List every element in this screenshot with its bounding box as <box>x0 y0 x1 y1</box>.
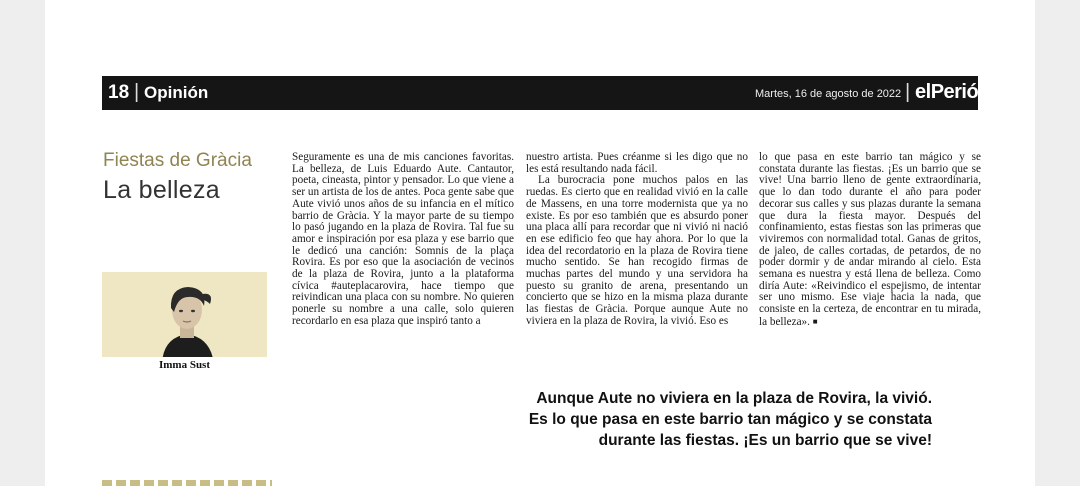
publication-date: Martes, 16 de agosto de 2022 <box>755 88 902 100</box>
end-mark-icon: ■ <box>812 316 818 326</box>
author-photo <box>102 272 267 357</box>
page-header-bar <box>102 76 1018 110</box>
pull-quote-line: Aunque Aute no viviera en la plaza de Rovira, la vivió. <box>536 390 932 407</box>
pull-quote <box>462 388 932 451</box>
article-column-1 <box>292 152 514 328</box>
header-separator-2: | <box>905 81 911 103</box>
author-name: Imma Sust <box>158 359 211 371</box>
paragraph-text: lo que pasa en este barrio tan mágico y se constata durante las fiestas. ¡Es un barrio que se vive! Una barrio lleno de gente extraordinaria, que lo dan todo durante el año para poder decorar sus calles y sus plazas durante la semana que dura la fiesta mayor. Después del confinamiento, estas fiestas son las primeras que viviremos con normalidad total. Ganas de gritos, de jaleo, de calles cortadas, de petardos, de no poder dormir y de andar mirando al cielo. Esta semana es nuestra y está llena de belleza. Como diría Aute: «Reivindico el espejismo, de intentar ser uno mismo. Ese viaje hacia la nada, que consiste en la certeza, de encontrar en tu mirada, la belleza». <box>759 151 981 328</box>
section-name: Opinión <box>144 83 209 102</box>
next-article-kicker-fragment <box>102 480 272 486</box>
article-kicker: Fiestas de Gràcia <box>103 150 252 171</box>
paragraph <box>759 152 981 329</box>
paragraph: Seguramente es una de mis canciones favoritas. La belleza, de Luis Eduardo Aute. Cantautor, poeta, cineasta, pintor y pensador. Lo que viene a ser un artista de los de antes. Poca gente sabe que Aute vivió unos años de su infancia en el mítico barrio de Gràcia. Y la mayor parte de su tiempo lo pasó jugando en la plaza de Rovira. Tal fue su amor e inspiración por esa plaza y ese barrio que le dedicó una canción: Somnis de la plaça Rovira. Es por eso que la asociación de vecinos de la plaza de Rovira, junto a la plataforma cívica #auteplacarovira, hace tiempo que reivindican una placa con su nombre. No quieren ponerle su nombre a una calle, solo quieren recordarlo en esa plaza que inspiró tanto a <box>292 151 514 327</box>
header-separator: | <box>134 81 140 103</box>
logo-name: Periódico <box>930 81 1018 103</box>
pull-quote-line: durante las fiestas. ¡Es un barrio que se vive! <box>598 432 932 449</box>
paragraph: La burocracia pone muchos palos en las ruedas. Es cierto que en realidad vivió en la calle de Massens, en una torre modernista que ya no existe. Es por eso también que es absurdo poner una placa allí para recordar que ni vivió ni nació en ese edificio feo que hay ahora. Por lo que la idea del recordatorio en la plaza de Rovira tiene mucho sentido. Se han recogido firmas de muchas partes del mundo y una servidora ha puesto su granito de arena, presentando un concierto que se hizo en la misma plaza durante las fiestas de Gràcia. Porque aunque Aute no viviera en la plaza de Rovira, la vivió. Eso es <box>526 174 748 327</box>
logo-prefix: el <box>915 81 931 103</box>
newspaper-logo <box>915 81 1017 104</box>
paragraph: nuestro artista. Pues créanme si les digo que no les está resultando nada fácil. <box>526 151 748 175</box>
article-headline: La belleza <box>103 176 220 204</box>
pull-quote-line: Es lo que pasa en este barrio tan mágico y se constata <box>528 411 932 428</box>
newspaper-page <box>45 0 1035 486</box>
article-column-2 <box>526 152 748 328</box>
article-column-3 <box>759 152 981 329</box>
page-number: 18 <box>108 82 130 103</box>
author-portrait-icon <box>152 272 222 357</box>
